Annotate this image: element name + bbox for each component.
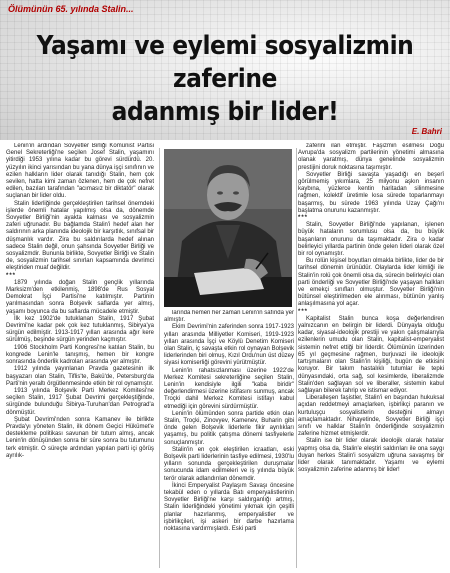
- section-separator: ***: [6, 272, 17, 279]
- column-divider: [159, 148, 160, 568]
- paragraph: Lenin'in ölümünden sonra partide etkin olan Stalin, Troçki, Zinovyev, Kamenev, Buharin gibi önde gelen Bolşevik liderlerle fikir ayrılıkları yaşamış, bu politik çatışma dönemi tasfiyelerle sonuçlanmıştır.: [164, 410, 294, 446]
- article-column-2: [164, 310, 294, 568]
- paragraph: 1912 yılında yayınlanan Pravda gazetesinin ilk başyazarı olan Stalin, Tiflis'te, Bakü'de, Petersburg'da Parti'nin yeraltı örgütlenmesinde etkin bir rol oynamıştır.: [6, 366, 154, 387]
- paragraph: Kapitalist Stalin bunca koşa değerlendiren yalnızcanın en belirgin bir liderdi. Dünyayla olduğu kadar, siyasal-ideolojik prestiji ve yakın çalışmalarıyla ezilenlerin umudu olan Stalin, kapitalist-emperyalist sistemin nefret ettiği bir liderdir. Ölümünün üzerinden 65 yıl geçmesine rağmen, burjuvazi ile ideolojik tartışmaların olan Stalin'in kişiliği, bugün de etkisini koruyor. Bir takım hastalıklı tutumlar ile tepki dünyasındaki, orta sağ, sol kesimlerde, liberalizmde Stalin'den sağlayan sol ve liberaller, sistemin kabul sağlayan bilerek tahrip ve istismar ediyor.: [298, 315, 444, 394]
- paragraph: Lenin'in rahatsızlanması üzerine 1922'de Merkez Komitesi sekreterliğine seçilen Stalin, Lenin'in kendisiyle ilgili "kaba biridir" değerlendirmesi üzerine istifasını sunmuş, ancak Troçki dahil Merkez Komitesi istifayı kabul etmediği için görevini sürdürmüştür.: [164, 367, 294, 410]
- paragraph: Lenin'in ardından Sovyetler Birliği Komünist Partisi Genel Sekreterliği'ne seçilen Josef Stalin, yaşamını yitirdiği 1953 yılına kadar bu görevi sürdürdü. 20. yüzyılın ikinci yarısından bu yana dünya işçi sınıfının ve ezilen halkların lider olarak tanıdığı Stalin, hem çok sevilen, hatta kimi zaman özlenen, hem de çok nefret edilen, bazıları tarafından "acımasız bir diktatör" olarak suçlanan bir lider oldu.: [6, 143, 154, 200]
- paragraph: 1879 yılında doğan Stalin gençlik yıllarında Marksizm'den etkilenmiş, 1898'de Rus Sosyal Demokrat İşçi Partisi'ne katılmıştır. Partinin yarılmasından sonra Bolşevik saflarda yer almış, yaşamı boyunca da bu saflarda mücadele etmiştir.: [6, 279, 154, 315]
- headline-banner: [0, 0, 450, 140]
- stalin-portrait-photo: [164, 149, 292, 307]
- headline-line-1: Yaşamı ve eylemi sosyalizmin zaferine: [36, 31, 414, 94]
- paragraph: 1906 Stockholm Parti Kongresi'ne katılan Stalin, bu kongrede Lenin'le tanışmış, hemen bir kongre sonrasında önderlik kadroları arasında yer almıştır.: [6, 344, 154, 366]
- paragraph: Stalin'in en çok eleştirilen icraatları, eski Bolşevik parti liderlerinin tasfiye edilmesi, 1930'lu yılların sonunda gerçekleştirilen duruşmalar sonucunda idam edilmeleri ve iş yılında büyük terör olarak adlandırılan dönemdir.: [164, 446, 294, 482]
- article-column-1: [6, 143, 154, 568]
- paragraph: İlk kez 1902'de tutuklanan Stalin, 1917 Şubat Devrimi'ne kadar pek çok kez tutuklanmış, Sibirya'ya sürgün edilmiştir. 1913-1917 yılları arasında ağır kere sürülmüş, beşinde sürgün yerinden kaçmıştır.: [6, 315, 154, 344]
- paragraph: 1913 yılında Bolşevik Parti Merkez Komitesi'ne seçilen Stalin, 1917 Şubat Devrimi gerçekleştiğinde, sürgünde bulunduğu Sibirya-Turuhan'dan Petrograd'a dönmüştür.: [6, 387, 154, 416]
- kicker-text: Ölümünün 65. yılında Stalin...: [8, 4, 134, 14]
- section-separator: ***: [298, 215, 309, 222]
- article-column-3: [298, 143, 444, 568]
- paragraph: Bu rolün kişisel boyutları olmakla birlikte, lider de bir tarihsel dönemin ürünüdür. Olaylarda lider kimliği ile Stalin'in rolü çok önemli olsa da, sürecin belirleyici olan parti önderliği ve Sovyetler Birliği'nde yaşayan halkları ve emekçi sınıfları olmuştur. Sovyetler Birliği'nin bütünsel eleştirilmeden ele alınması, bütünün yanlış anlaşılmasına yol açar.: [298, 258, 444, 308]
- paragraph: Stalin ise bir lider olarak ideolojik olarak hatalar yapmış olsa da, Stalin'e eleştiri saldırıları ile ona saygı duyan herkes Stalin'i sosyalizm uğruna savaşmış bir lider olarak tanımaktadır. Yaşamı ve eylemi sosyalizmin zaferine adanmış bir lider!: [298, 438, 444, 474]
- paragraph: Stalin liderliğinde gerçekleştirilen tarihsel önemdeki işlerde önemli hatalar yapılmış olsa da, dönemde Sovyetler Birliği'nin ayakta kalması ve sosyalizmin zaferi uğrunadır. Bu bağlamda Stalin'i hedef alan her saldırının arka planında ideolojik bir karşıtlık, sınıfsal bir düşmanlık vardır. Zira bu saldırılarda hedef alınan sadece Stalin değil, onun şahsında Sovyetler Birliği ve sosyalizmdir. Bununla birlikte, Sovyetler Birliği ve Stalin de, sosyalizmin tarihsel sınırları kapsamında devrimci eleştiriden muaf değildir.: [6, 200, 154, 272]
- headline-line-2: adanmış bir lider!: [111, 97, 339, 127]
- paragraph: İkinci Emperyalist Paylaşım Savaşı öncesine tekabül eden o yıllarda Batı emperyalistlerinin Sovyetler Birliği'ne karşı saldırganlığı artmış, Stalin liderliğindeki yönetimi yıkmak için çeşitli planlar hazırlanmış, emperyalistler ve işbirlikçileri, işi askeri bir darbe hazırlama noktasına vardırmışlardı. Eski parti: [164, 482, 294, 533]
- paragraph: Ekim Devrimi'nin zaferinden sonra 1917-1923 yılları arasında Milliyetler Komiseri, 1919-1923 yılları arasında İşçi ve Köylü Denetim Komiseri olan Stalin, iç savaşta etkin rol oynayan Bolşevik liderlerinden biri olmuş, Kızıl Ordu'nun üst düzey siyasi komiserliği görevini yürütmüştür.: [164, 324, 294, 367]
- paragraph: Liberalleşen faşistler, Stalin'i en başından hukuksal açıdan reddetmeyi amaçlarken, işbirlikçi paranın ve kurtuluşçu sosyalistlerin desteğini almayı amaçlamaktadır. Nihayetinde, Sovyetler Birliği işçi sınıfı ve halklar Stalin'in önderliğinde sosyalizmin zaferine hizmet etmişlerdir.: [298, 395, 444, 438]
- paragraph: larında hemen her zaman Lenin'in safında yer almıştır.: [164, 310, 294, 324]
- article-headline: [32, 30, 419, 129]
- paragraph: zaferini ilan etmiştir. Faşizmin esilmesi Doğu Avrupa'da sosyalizm partilerinin yönetimi almasına olanak yaratmış, dünya genelinde sosyalizmin prestijini doruk noktasına taşımıştır.: [298, 143, 444, 171]
- paragraph: Stalin, Sovyetler Birliği'nde yapılanan, işlenen büyük hataların sorumlusu olsa da, bu büyük başarıların onurunu da taşımaktadır. Zira o kadar belirleyici yıllarda partinin önde gelen lideri olarak özel bir rol oynamıştır.: [298, 222, 444, 258]
- author-byline: E. Bahri: [411, 127, 442, 136]
- paragraph: Sovyetler Birliği savaşta yaşadığı en beşerî görülmemiş yıkımlara, 25 milyonu aşkın insanın kaybına, yüzlerce kentin haritadan silinmesine rağmen, kolektif üretimle kısa sürede toparlanmayı başarmış, bu sürede 1963 yılında Uzay Çağı'nı başlatma onurunu kazanmıştır.: [298, 171, 444, 214]
- portrait-illustration: [164, 149, 292, 307]
- paragraph: Şubat Devrimi'nden sonra Kamanev ile birlikte Pravda'yı yöneten Stalin, ilk dönem Geçici Hükümet'e destekleme politikası savunan bir tutum almış, ancak Lenin'in dönüşünden sonra bir süre sonra bu tutumunu terk etmiştir. O süreçte ardından yapılan parti içi görüş ayrılık-: [6, 416, 154, 459]
- column-divider: [296, 148, 297, 568]
- section-separator: ***: [298, 308, 309, 315]
